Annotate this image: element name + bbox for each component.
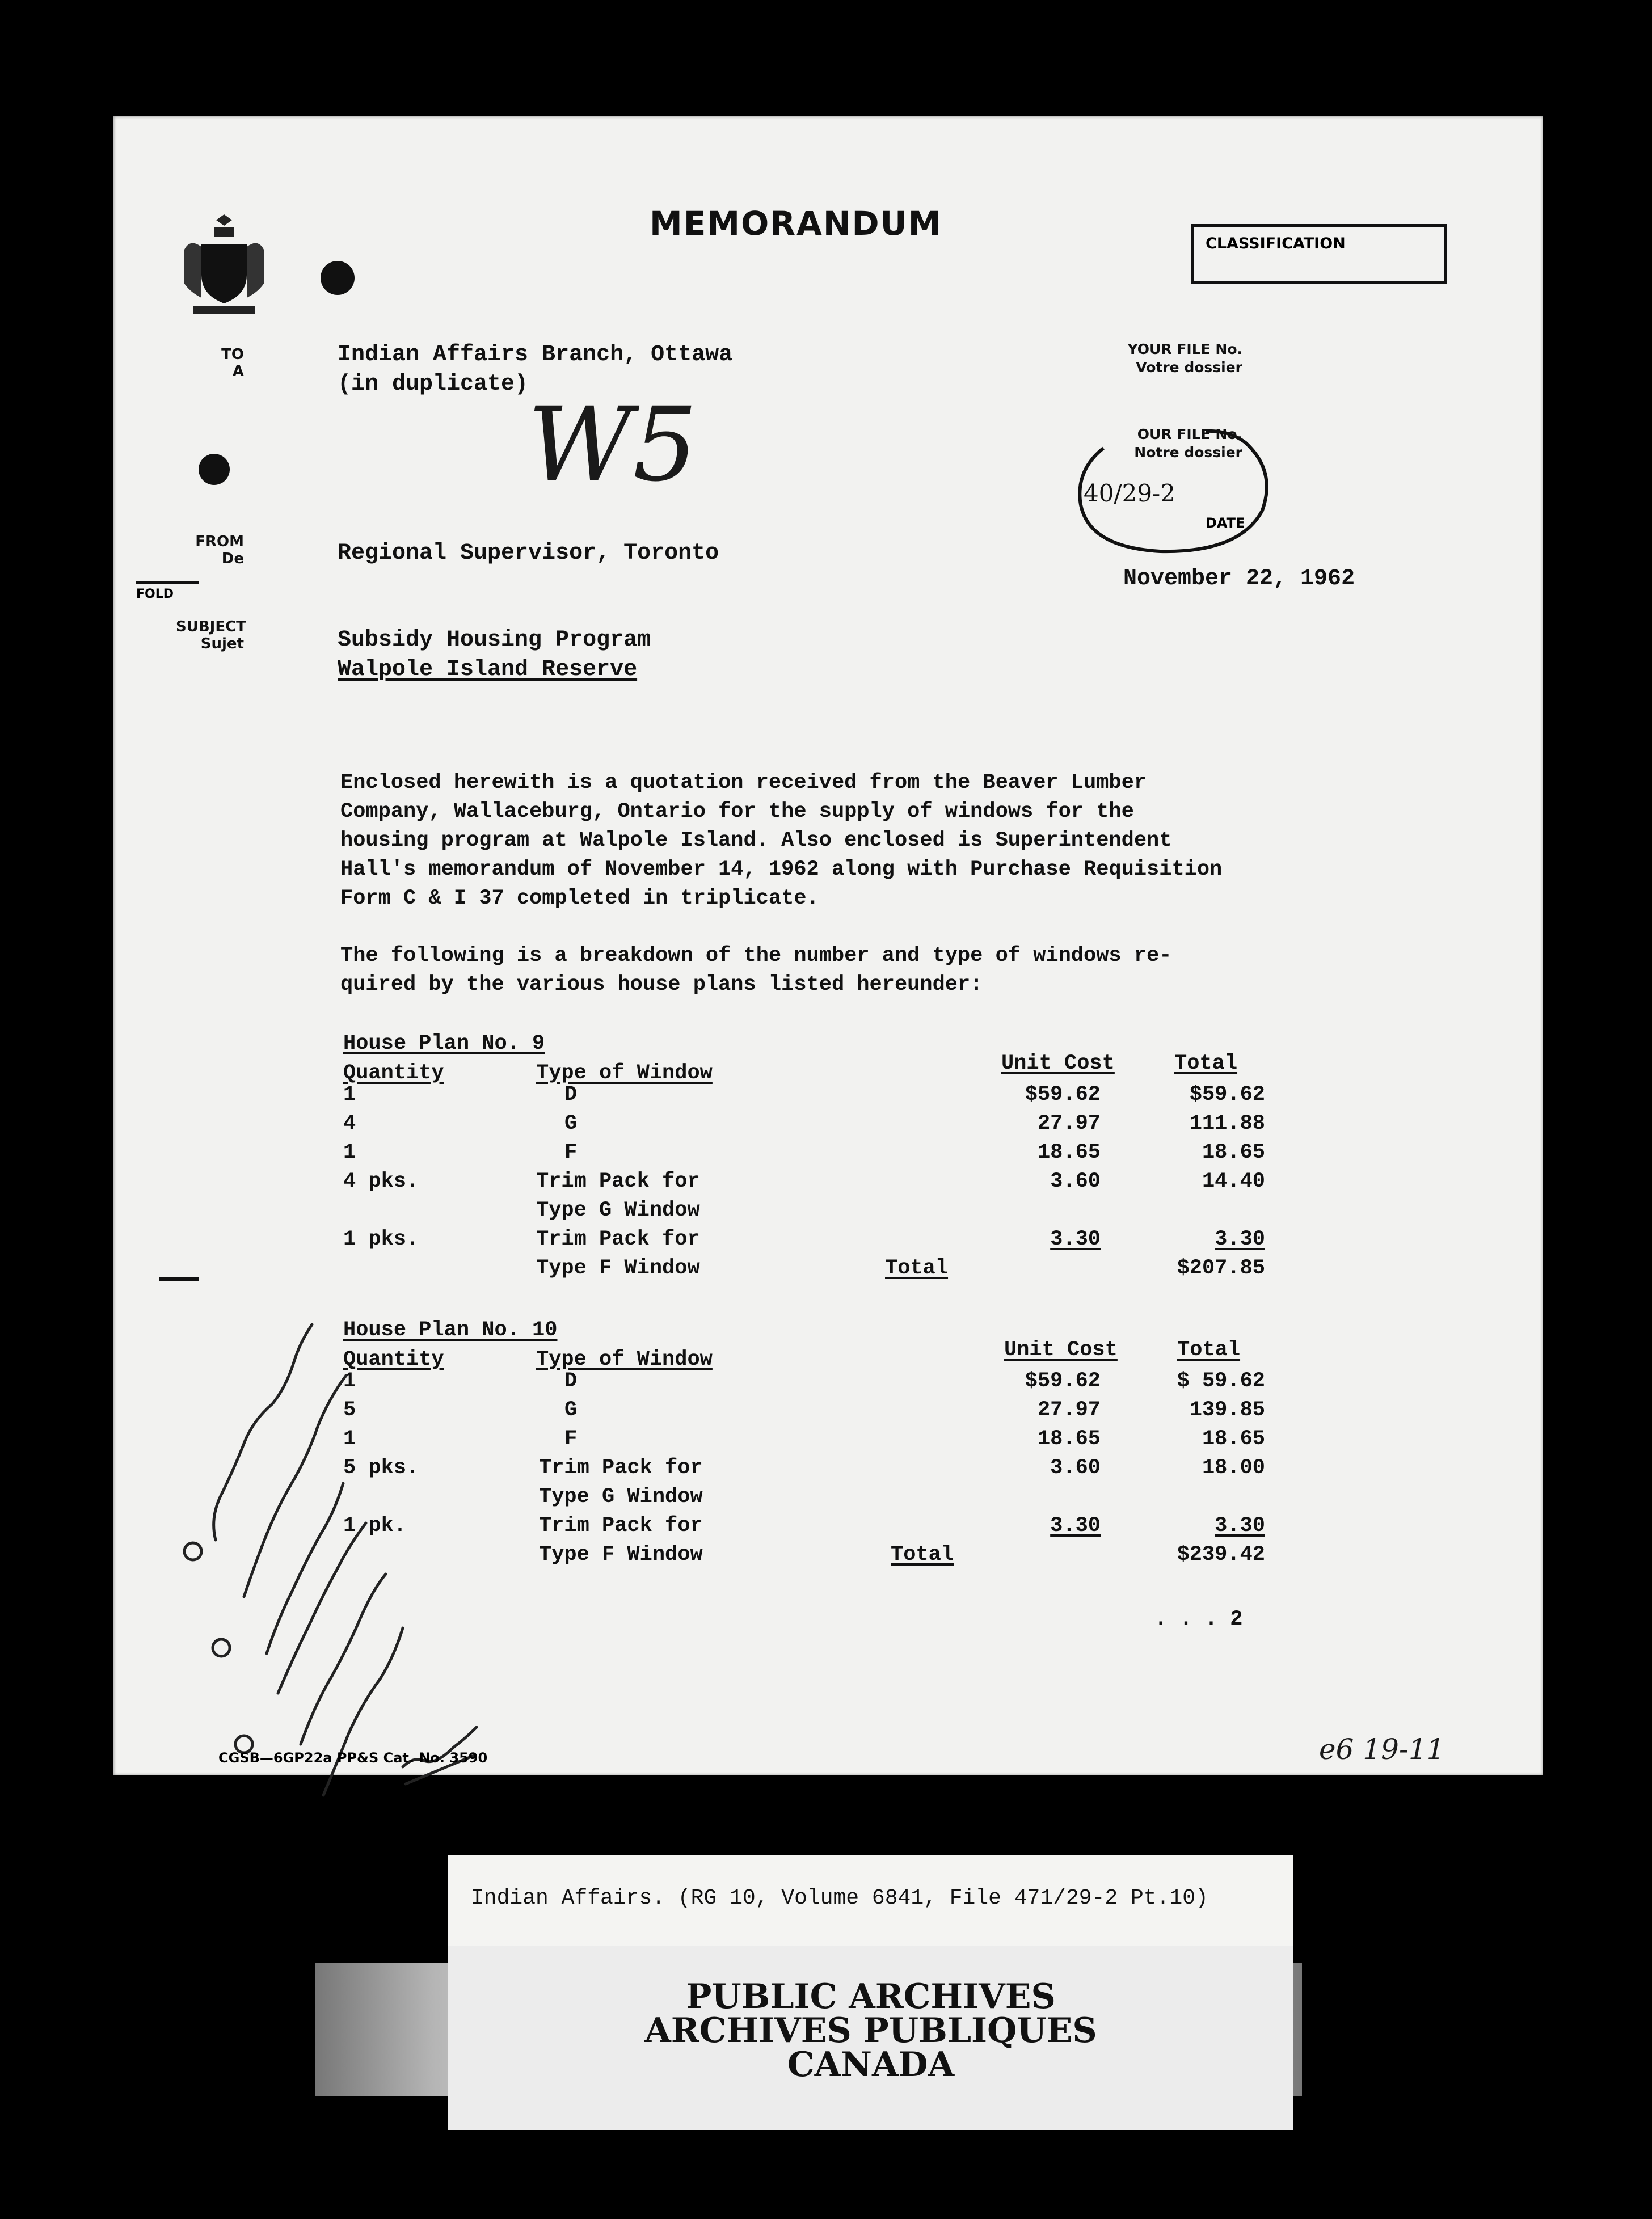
row-unit: 27.97 <box>1037 1398 1101 1422</box>
form-code: CGSB—6GP22a PP&S Cat. No. 3590 <box>218 1750 488 1766</box>
plan-total-label: Total <box>885 1256 949 1280</box>
body-paragraph-1: Enclosed herewith is a quotation received from the Beaver Lumber Company, Wallaceburg, Ontario for the supply of windows for the housing program at Walpole Island. Also enclosed is Superintendent Hall's memorandum of November 14, 1962 along with Purchase Requisition Form C & I 37 completed in triplicate. <box>340 771 1223 910</box>
row-type: Type G Window <box>536 1199 700 1222</box>
col-total: Total <box>1177 1338 1241 1362</box>
row-type: Type F Window <box>536 1256 700 1280</box>
subject-field: Subsidy Housing Program Walpole Island Reserve <box>338 627 651 682</box>
col-total: Total <box>1174 1052 1238 1075</box>
col-quantity: Quantity <box>343 1348 444 1372</box>
our-file-label: OUR FILE No. Notre dossier <box>1134 426 1242 461</box>
row-unit: 3.30 <box>1050 1227 1101 1251</box>
row-qty: 5 pks. <box>343 1456 419 1480</box>
date-field: November 22, 1962 <box>1123 566 1355 592</box>
archive-reference-label <box>448 1855 1293 1951</box>
archive-reference-text: Indian Affairs. (RG 10, Volume 6841, File 471/29-2 Pt.10) <box>471 1886 1208 1910</box>
row-total: 3.30 <box>1215 1227 1265 1251</box>
row-type: F <box>564 1427 578 1451</box>
classification-box <box>1191 224 1447 284</box>
row-total: 18.00 <box>1202 1456 1265 1480</box>
ink-blot <box>199 454 230 485</box>
handwritten-margin-note <box>136 1222 505 1818</box>
your-file-label: YOUR FILE No. Votre dossier <box>1127 341 1242 376</box>
subject-label: SUBJECT Sujet <box>176 618 246 652</box>
row-total: $ 59.62 <box>1177 1369 1265 1393</box>
date-label: DATE <box>1206 515 1245 531</box>
memo-title: MEMORANDUM <box>650 204 942 243</box>
row-qty: 4 pks. <box>343 1170 419 1193</box>
row-type: D <box>564 1369 578 1393</box>
fold-label: FOLD <box>136 581 199 601</box>
plan-heading: House Plan No. 10 <box>343 1318 558 1342</box>
row-total: 18.65 <box>1202 1427 1265 1451</box>
row-type: Trim Pack for <box>539 1514 703 1538</box>
row-type: Trim Pack for <box>536 1227 700 1251</box>
row-unit: 18.65 <box>1037 1427 1101 1451</box>
row-type: D <box>564 1083 578 1107</box>
ink-blot <box>321 261 355 295</box>
col-unit-cost: Unit Cost <box>1001 1052 1115 1075</box>
to-label: TO A <box>221 346 244 380</box>
row-type: Type F Window <box>539 1543 703 1567</box>
row-qty: 1 <box>343 1369 356 1393</box>
row-total: 18.65 <box>1202 1141 1265 1165</box>
plan-heading: House Plan No. 9 <box>343 1032 545 1056</box>
row-qty: 1 <box>343 1141 356 1165</box>
coat-of-arms-icon <box>179 210 269 323</box>
file-number-circle <box>1064 425 1279 562</box>
col-unit-cost: Unit Cost <box>1004 1338 1118 1362</box>
archive-stamp: PUBLIC ARCHIVES ARCHIVES PUBLIQUES CANADA <box>644 1977 1097 2085</box>
row-qty: 1 pks. <box>343 1227 419 1251</box>
row-qty: 1 <box>343 1427 356 1451</box>
plan-total-label: Total <box>891 1543 954 1567</box>
row-unit: 3.60 <box>1050 1456 1101 1480</box>
row-total: 14.40 <box>1202 1170 1265 1193</box>
handwritten-mark: W5 <box>528 386 698 504</box>
col-type: Type of Window <box>536 1061 713 1085</box>
row-total: 3.30 <box>1215 1514 1265 1538</box>
row-unit: 18.65 <box>1037 1141 1101 1165</box>
row-type: G <box>564 1112 578 1136</box>
row-unit: $59.62 <box>1025 1369 1101 1393</box>
row-unit: 3.60 <box>1050 1170 1101 1193</box>
from-label: FROM De <box>195 533 244 567</box>
row-type: Trim Pack for <box>536 1170 700 1193</box>
col-type: Type of Window <box>536 1348 713 1372</box>
table-row: 1 <box>343 1083 356 1107</box>
memo-page <box>113 116 1543 1775</box>
row-total: 111.88 <box>1189 1112 1265 1136</box>
classification-label: CLASSIFICATION <box>1206 235 1346 252</box>
row-total: $59.62 <box>1189 1083 1265 1107</box>
row-type: Type G Window <box>539 1485 703 1509</box>
body-paragraph-2: The following is a breakdown of the number and type of windows re- quired by the various house plans listed hereunder: <box>340 944 1172 997</box>
plan-grand-total: $207.85 <box>1177 1256 1265 1280</box>
row-qty: 1 pk. <box>343 1514 407 1538</box>
from-field: Regional Supervisor, Toronto <box>338 541 719 566</box>
continued-marker: . . . 2 <box>1154 1608 1243 1631</box>
to-field: Indian Affairs Branch, Ottawa (in duplicate) <box>338 342 733 397</box>
row-unit: 3.30 <box>1050 1514 1101 1538</box>
row-type: Trim Pack for <box>539 1456 703 1480</box>
row-unit: 27.97 <box>1037 1112 1101 1136</box>
row-unit: $59.62 <box>1025 1083 1101 1107</box>
plan-grand-total: $239.42 <box>1177 1543 1265 1567</box>
col-quantity: Quantity <box>343 1061 444 1085</box>
row-type: F <box>564 1141 578 1165</box>
row-qty: 5 <box>343 1398 356 1422</box>
page-reference-handwritten: e6 19-11 <box>1319 1733 1445 1766</box>
row-type: G <box>564 1398 578 1422</box>
row-total: 139.85 <box>1189 1398 1265 1422</box>
our-file-number: 40/29-2 <box>1084 479 1175 507</box>
row-qty: 4 <box>343 1112 356 1136</box>
